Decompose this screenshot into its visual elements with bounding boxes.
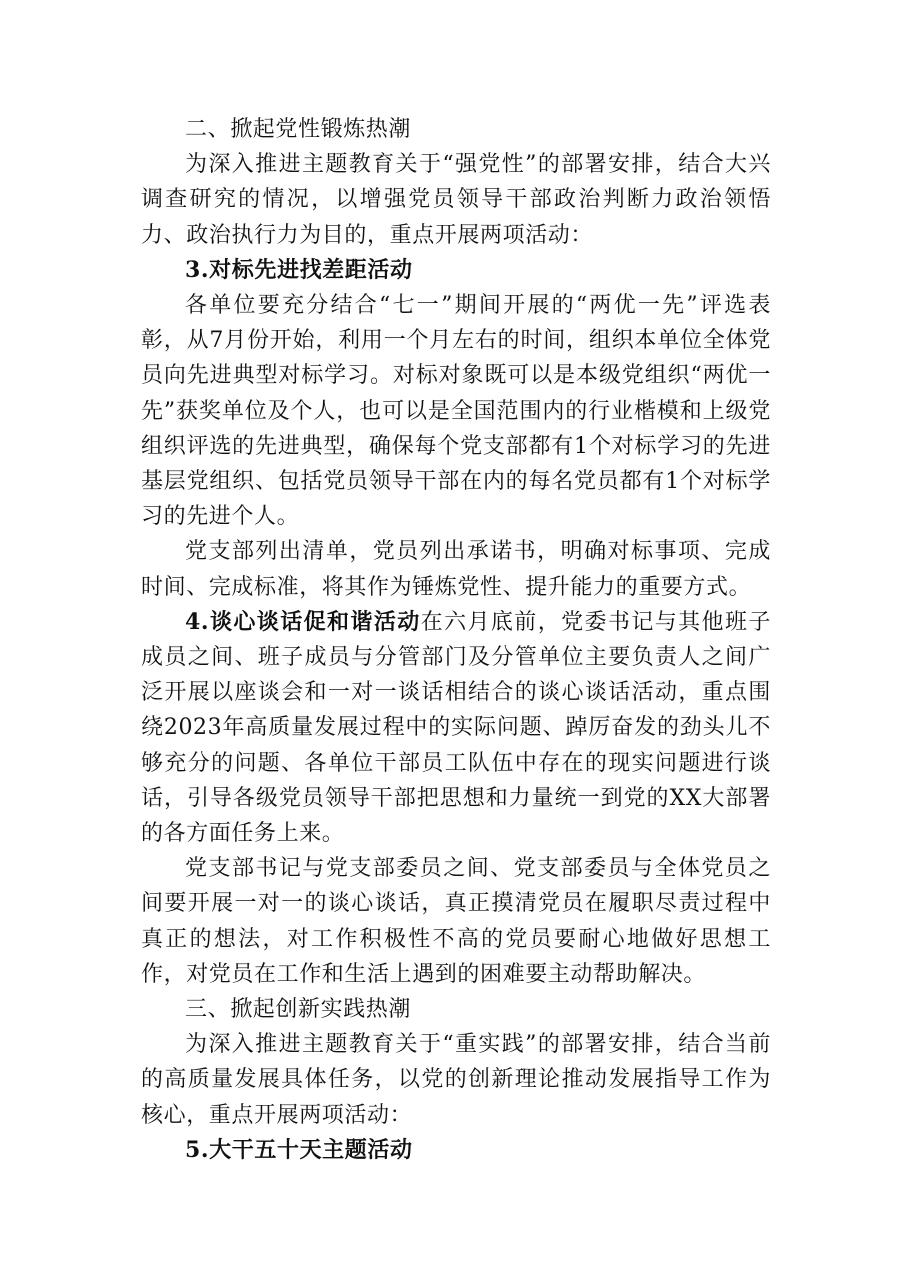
section-3-intro: 为深入推进主题教育关于“重实践”的部署安排，结合当前的高质量发展具体任务，以党的创新理论推动发展指导工作为核心，重点开展两项活动： bbox=[141, 1032, 771, 1128]
item-4-paragraph-2: 党支部书记与党支部委员之间、党支部委员与全体党员之间要开展一对一的谈心谈话，真正摸清党员在履职尽责过程中真正的想法，对工作积极性不高的党员要耐心地做好思想工作，对党员在工作和生活上遇到的困难要主动帮助解决。 bbox=[141, 856, 771, 987]
section-2-intro: 为深入推进主题教育关于“强党性”的部署安排，结合大兴调查研究的情况，以增强党员领导干部政治判断力政治领悟力、政治执行力为目的，重点开展两项活动： bbox=[141, 152, 771, 248]
item-3-paragraph-2: 党支部列出清单，党员列出承诺书，明确对标事项、完成时间、完成标准，将其作为锤炼党性、提升能力的重要方式。 bbox=[141, 539, 771, 600]
item-4-paragraph-1 bbox=[141, 605, 771, 851]
item-4-title: 4.谈心谈话促和谐活动 bbox=[185, 608, 421, 635]
item-3-title: 3.对标先进找差距活动 bbox=[185, 256, 413, 283]
section-heading-2: 二、掀起党性锻炼热潮 bbox=[185, 117, 412, 142]
item-5-title: 5.大干五十天主题活动 bbox=[185, 1136, 413, 1163]
document-page bbox=[141, 112, 771, 1168]
item-3-paragraph-1: 各单位要充分结合“七一”期间开展的“两优一先”评选表彰，从7月份开始，利用一个月左右的时间，组织本单位全体党员向先进典型对标学习。对标对象既可以是本级党组织“两优一先”获奖单位及个人，也可以是全国范围内的行业楷模和上级党组织评选的先进典型，确保每个党支部都有1个对标学习的先进基层党组织、包括党员领导干部在内的每名党员都有1个对标学习的先进个人。 bbox=[141, 293, 771, 530]
item-4-paragraph-1-body: 在六月底前，党委书记与其他班子成员之间、班子成员与分管部门及分管单位主要负责人之间广泛开展以座谈会和一对一谈话相结合的谈心谈话活动，重点围绕2023年高质量发展过程中的实际问题、踔厉奋发的劲头儿不够充分的问题、各单位干部员工队伍中存在的现实问题进行谈话，引导各级党员领导干部把思想和力量统一到党的XX大部署的各方面任务上来。 bbox=[141, 609, 771, 847]
section-heading-3: 三、掀起创新实践热潮 bbox=[185, 997, 412, 1023]
